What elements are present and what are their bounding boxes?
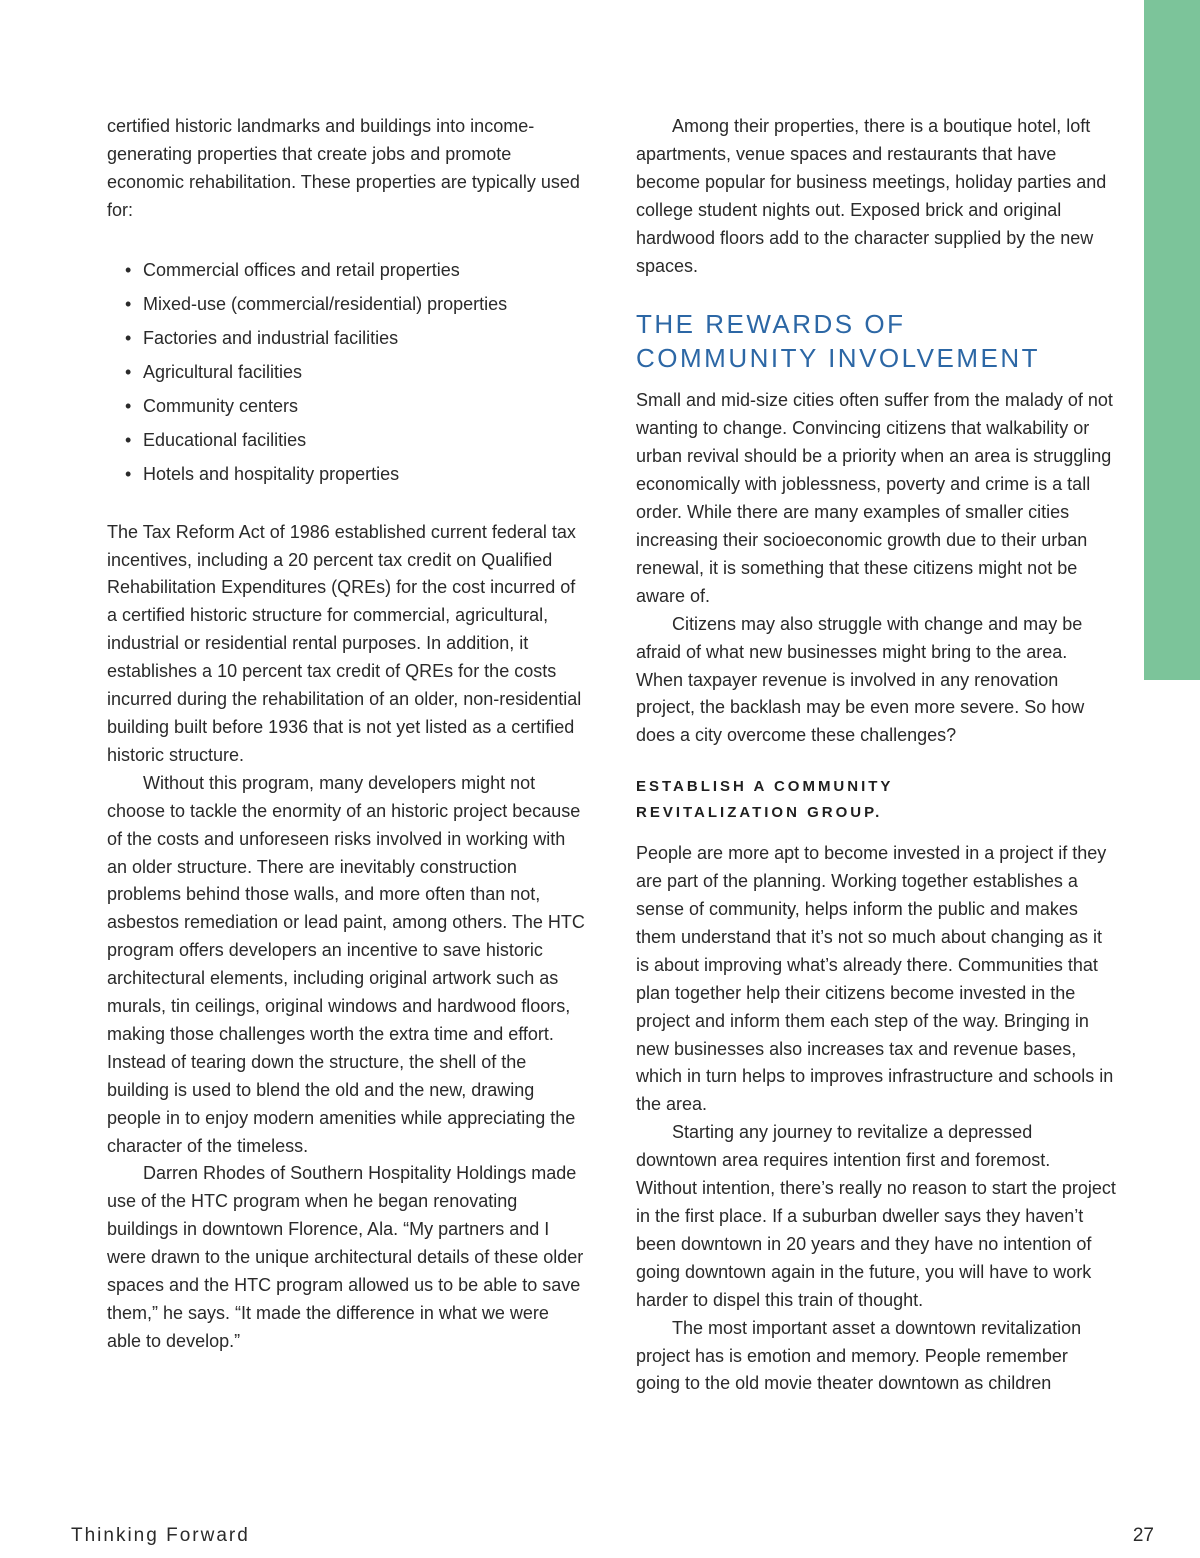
list-item: • Hotels and hospitality properties: [107, 457, 585, 491]
left-column: [107, 113, 585, 1356]
right-column: [636, 113, 1116, 1398]
bullet-icon: •: [125, 293, 132, 314]
section-heading: [636, 307, 1116, 375]
section-heading-line-2: COMMUNITY INVOLVEMENT: [636, 343, 1041, 374]
subheading-line-2: REVITALIZATION GROUP.: [636, 804, 883, 822]
publication-title: Thinking Forward: [71, 1525, 250, 1546]
right-paragraph-1: Among their properties, there is a boutique hotel, loft apartments, venue spaces and restaurants that have become popular for business meetings, holiday parties and college student nights out. Exposed brick and original hardwood floors add to the character supplied by the new spaces.: [636, 116, 1107, 276]
right-paragraph-3: Citizens may also struggle with change and may be afraid of what new businesses might bring to the area. When taxpayer revenue is involved in any renovation project, the backlash may be even more severe. So how does a city overcome these challenges?: [636, 613, 1085, 746]
subheading: [636, 774, 1116, 826]
left-paragraph-4: Darren Rhodes of Southern Hospitality Holdings made use of the HTC program when he began renovating buildings in downtown Florence, Ala. “My partners and I were drawn to the unique architectural details of these older spaces and the HTC program allowed us to be able to save them,” he says. “It made the difference in what we were able to develop.”: [107, 1163, 584, 1351]
left-paragraph-3: Without this program, many developers might not choose to tackle the enormity of an historic project because of the costs and unforeseen risks involved in working with an older structure. There are inevitably construction problems behind those walls, and more often than not, asbestos remediation or lead paint, among others. The HTC program offers developers an incentive to save historic architectural elements, including original artwork such as murals, tin ceilings, original windows and hardwood floors, making those challenges worth the extra time and effort. Instead of tearing down the structure, the shell of the building is used to blend the old and the new, drawing people in to enjoy modern amenities while appreciating the character of the timeless.: [107, 772, 585, 1156]
right-paragraph-2: Small and mid-size cities often suffer from the malady of not wanting to change. Convincing citizens that walkability or urban revival should be a priority when an area is struggling economically with joblessness, poverty and crime is a tall order. While there are many examples of smaller cities increasing their socioeconomic growth due to their urban renewal, it is something that these citizens might not be aware of.: [636, 390, 1113, 606]
list-item: • Commercial offices and retail properties: [107, 253, 585, 287]
bullet-icon: •: [125, 259, 132, 280]
list-item: • Factories and industrial facilities: [107, 321, 585, 355]
list-item: • Mixed-use (commercial/residential) properties: [107, 287, 585, 321]
right-paragraph-6: The most important asset a downtown revitalization project has is emotion and memory. People remember going to the old movie theater downtown as children: [636, 1317, 1082, 1394]
subheading-line-1: ESTABLISH A COMMUNITY: [636, 778, 894, 796]
bullet-icon: •: [125, 463, 132, 484]
list-item: • Agricultural facilities: [107, 355, 585, 389]
property-uses-list: [107, 253, 585, 491]
bullet-icon: •: [125, 429, 132, 450]
left-paragraph-1: certified historic landmarks and buildings into income-generating properties that create jobs and promote economic rehabilitation. These properties are typically used for:: [107, 116, 580, 220]
green-side-tab: [1144, 0, 1200, 680]
list-item: • Community centers: [107, 389, 585, 423]
section-heading-line-1: THE REWARDS OF: [636, 309, 906, 340]
bullet-icon: •: [125, 327, 132, 348]
page-number: 27: [1132, 1525, 1154, 1546]
right-paragraph-4: People are more apt to become invested in a project if they are part of the planning. Working together establishes a sense of community, helps inform the public and makes them understand that it’s not so much about changing as it is about improving what’s already there. Communities that plan together help their citizens become invested in the project and inform them each step of the way. Bringing in new businesses also increases tax and revenue bases, which in turn helps to improves infrastructure and schools in the area.: [636, 843, 1114, 1115]
bullet-icon: •: [125, 361, 132, 382]
right-paragraph-5: Starting any journey to revitalize a depressed downtown area requires intention first and foremost. Without intention, there’s really no reason to start the project in the first place. If a suburban dweller says they haven’t been downtown in 20 years and they have no intention of going downtown again in the future, you will have to work harder to dispel this train of thought.: [636, 1122, 1116, 1310]
list-item: • Educational facilities: [107, 423, 585, 457]
bullet-icon: •: [125, 395, 132, 416]
left-paragraph-2: The Tax Reform Act of 1986 established current federal tax incentives, including a 20 percent tax credit on Qualified Rehabilitation Expenditures (QREs) for the cost incurred of a certified historic structure for commercial, agricultural, industrial or residential rental purposes. In addition, it establishes a 10 percent tax credit of QREs for the costs incurred during the rehabilitation of an older, non-residential building built before 1936 that is not yet listed as a certified historic structure.: [107, 521, 582, 765]
